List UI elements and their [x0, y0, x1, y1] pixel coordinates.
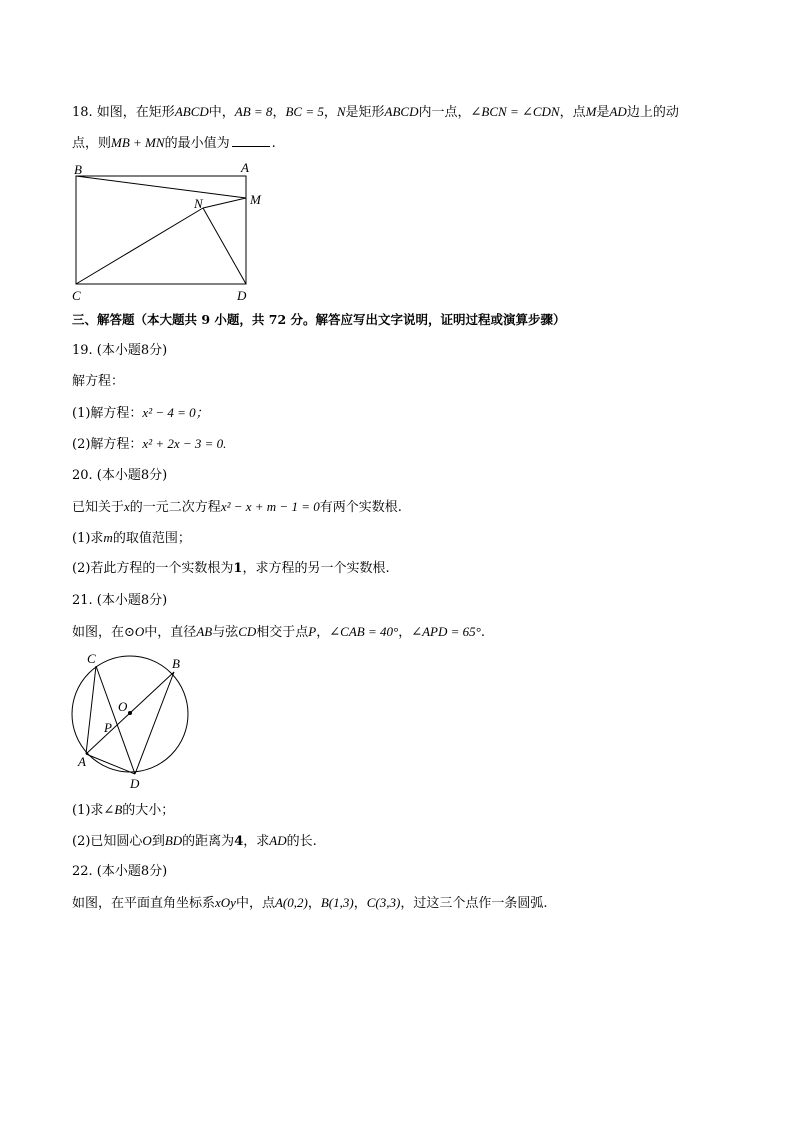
text: (1)解方程：: [72, 406, 143, 421]
text: 与弦: [212, 625, 239, 640]
math: 4: [234, 834, 244, 849]
text: (2)若此方程的一个实数根为: [72, 561, 234, 576]
text: (2)已知圆心: [72, 834, 143, 849]
text: 边上的动: [626, 105, 679, 120]
math: CD: [238, 624, 257, 639]
text: 的取值范围；: [112, 531, 191, 546]
math: x² − x + m − 1 = 0: [220, 499, 320, 514]
label-n: N: [194, 196, 203, 211]
math: ABCD: [174, 104, 209, 119]
math: ∠BCN = ∠CDN: [470, 104, 560, 119]
q18-rectangle-figure: [60, 158, 280, 308]
text: ，: [323, 105, 337, 120]
q22-header: 22. (本小题8分): [72, 864, 168, 879]
rectangle-abcd: [76, 176, 246, 284]
segment-bd: [135, 672, 174, 774]
text: (2)解方程：: [72, 437, 143, 452]
math: O: [142, 833, 152, 848]
text: 的一元二次方程: [129, 500, 221, 515]
q18-line-1: [72, 102, 679, 123]
text: ，求方程的另一个实数根.: [242, 561, 390, 576]
q21-header: 21. (本小题8分): [72, 593, 168, 608]
text: ，求: [243, 834, 270, 849]
text: (1)求: [72, 531, 104, 546]
q20-text: [72, 497, 402, 518]
segment-nd: [203, 208, 246, 284]
text: 中，点: [235, 896, 275, 911]
segment-ad: [86, 754, 135, 774]
text: 的长.: [286, 834, 317, 849]
math: BC = 5: [285, 104, 324, 119]
text: .: [480, 625, 485, 640]
label-o: O: [118, 699, 128, 714]
math: m: [103, 530, 113, 545]
text: ，: [316, 625, 330, 640]
math: 1: [233, 561, 243, 576]
q19-intro: 解方程：: [72, 374, 125, 389]
q19-header: 19. (本小题8分): [72, 343, 168, 358]
math: AB = 8: [234, 104, 273, 119]
label-p: P: [104, 720, 112, 735]
text: .: [271, 136, 276, 151]
math: ∠CAB = 40°: [329, 624, 399, 639]
math: AB: [196, 624, 213, 639]
text: 已知关于: [72, 500, 125, 515]
label-b: B: [74, 162, 82, 177]
text: 点，则: [72, 136, 112, 151]
text: 的距离为: [182, 834, 235, 849]
text: ，点: [559, 105, 586, 120]
text: 如图，在平面直角坐标系: [72, 896, 216, 911]
math: B(1,3): [320, 895, 354, 910]
math: M: [585, 104, 597, 119]
text: 的大小；: [122, 803, 175, 818]
q21-part-2: [72, 831, 317, 852]
math: ABCD: [384, 104, 419, 119]
math: MB + MN: [111, 135, 165, 150]
text: 中，: [208, 105, 235, 120]
q22-text: [72, 893, 547, 914]
text: ，: [353, 896, 367, 911]
segment-cn: [76, 208, 203, 284]
q20-header: 20. (本小题8分): [72, 468, 168, 483]
label-b: B: [172, 656, 180, 671]
q19-part-2: [72, 434, 226, 455]
text: ，: [272, 105, 286, 120]
math: xOy: [215, 895, 236, 910]
math: BD: [164, 833, 183, 848]
math: ∠APD = 65°: [411, 624, 481, 639]
text: ，: [398, 625, 412, 640]
math: x² − 4 = 0；: [142, 405, 209, 420]
math: x² + 2x − 3 = 0.: [142, 436, 227, 451]
text: 如图，在: [72, 625, 125, 640]
math: C(3,3): [366, 895, 401, 910]
text: 的最小值为: [164, 136, 230, 151]
segment-nm: [203, 198, 246, 208]
math: P: [308, 624, 317, 639]
text: 是: [596, 105, 610, 120]
math: AD: [609, 104, 627, 119]
text: (1)求: [72, 803, 104, 818]
q21-circle-figure: [66, 648, 206, 794]
text: 有两个实数根.: [319, 500, 402, 515]
text: 18. 如图，在矩形: [72, 105, 175, 120]
math: AD: [269, 833, 287, 848]
segment-ca: [86, 666, 96, 754]
section-3-heading: 三、解答题（本大题共 9 小题，共 72 分。解答应写出文字说明，证明过程或演算步骤）: [72, 312, 566, 327]
label-c: C: [72, 288, 81, 303]
label-d: D: [237, 288, 247, 303]
label-m: M: [250, 192, 261, 207]
q21-part-1: [72, 800, 174, 821]
math: N: [336, 104, 346, 119]
text: 到: [151, 834, 165, 849]
math: ∠B: [103, 802, 123, 817]
text: 相交于点: [256, 625, 309, 640]
math: A(0,2): [274, 895, 308, 910]
label-c: C: [87, 651, 96, 666]
q20-part-2: [72, 559, 390, 579]
label-a: A: [241, 160, 249, 175]
q19-part-1: [72, 403, 209, 424]
segment-cd: [96, 666, 135, 774]
segment-bm: [76, 176, 246, 198]
label-a: A: [78, 754, 86, 769]
q20-part-1: [72, 528, 191, 549]
math: ⊙O: [124, 624, 145, 639]
text: ，过这三个点作一条圆弧.: [400, 896, 548, 911]
text: 中，直径: [144, 625, 197, 640]
answer-blank: [232, 134, 270, 147]
text: ，: [307, 896, 321, 911]
q21-text: [72, 622, 485, 643]
q18-line-2: [72, 133, 276, 154]
text: 是矩形: [345, 105, 385, 120]
math: x: [124, 499, 130, 514]
label-d: D: [130, 776, 140, 791]
text: 内一点，: [418, 105, 471, 120]
center-dot: [128, 711, 132, 715]
